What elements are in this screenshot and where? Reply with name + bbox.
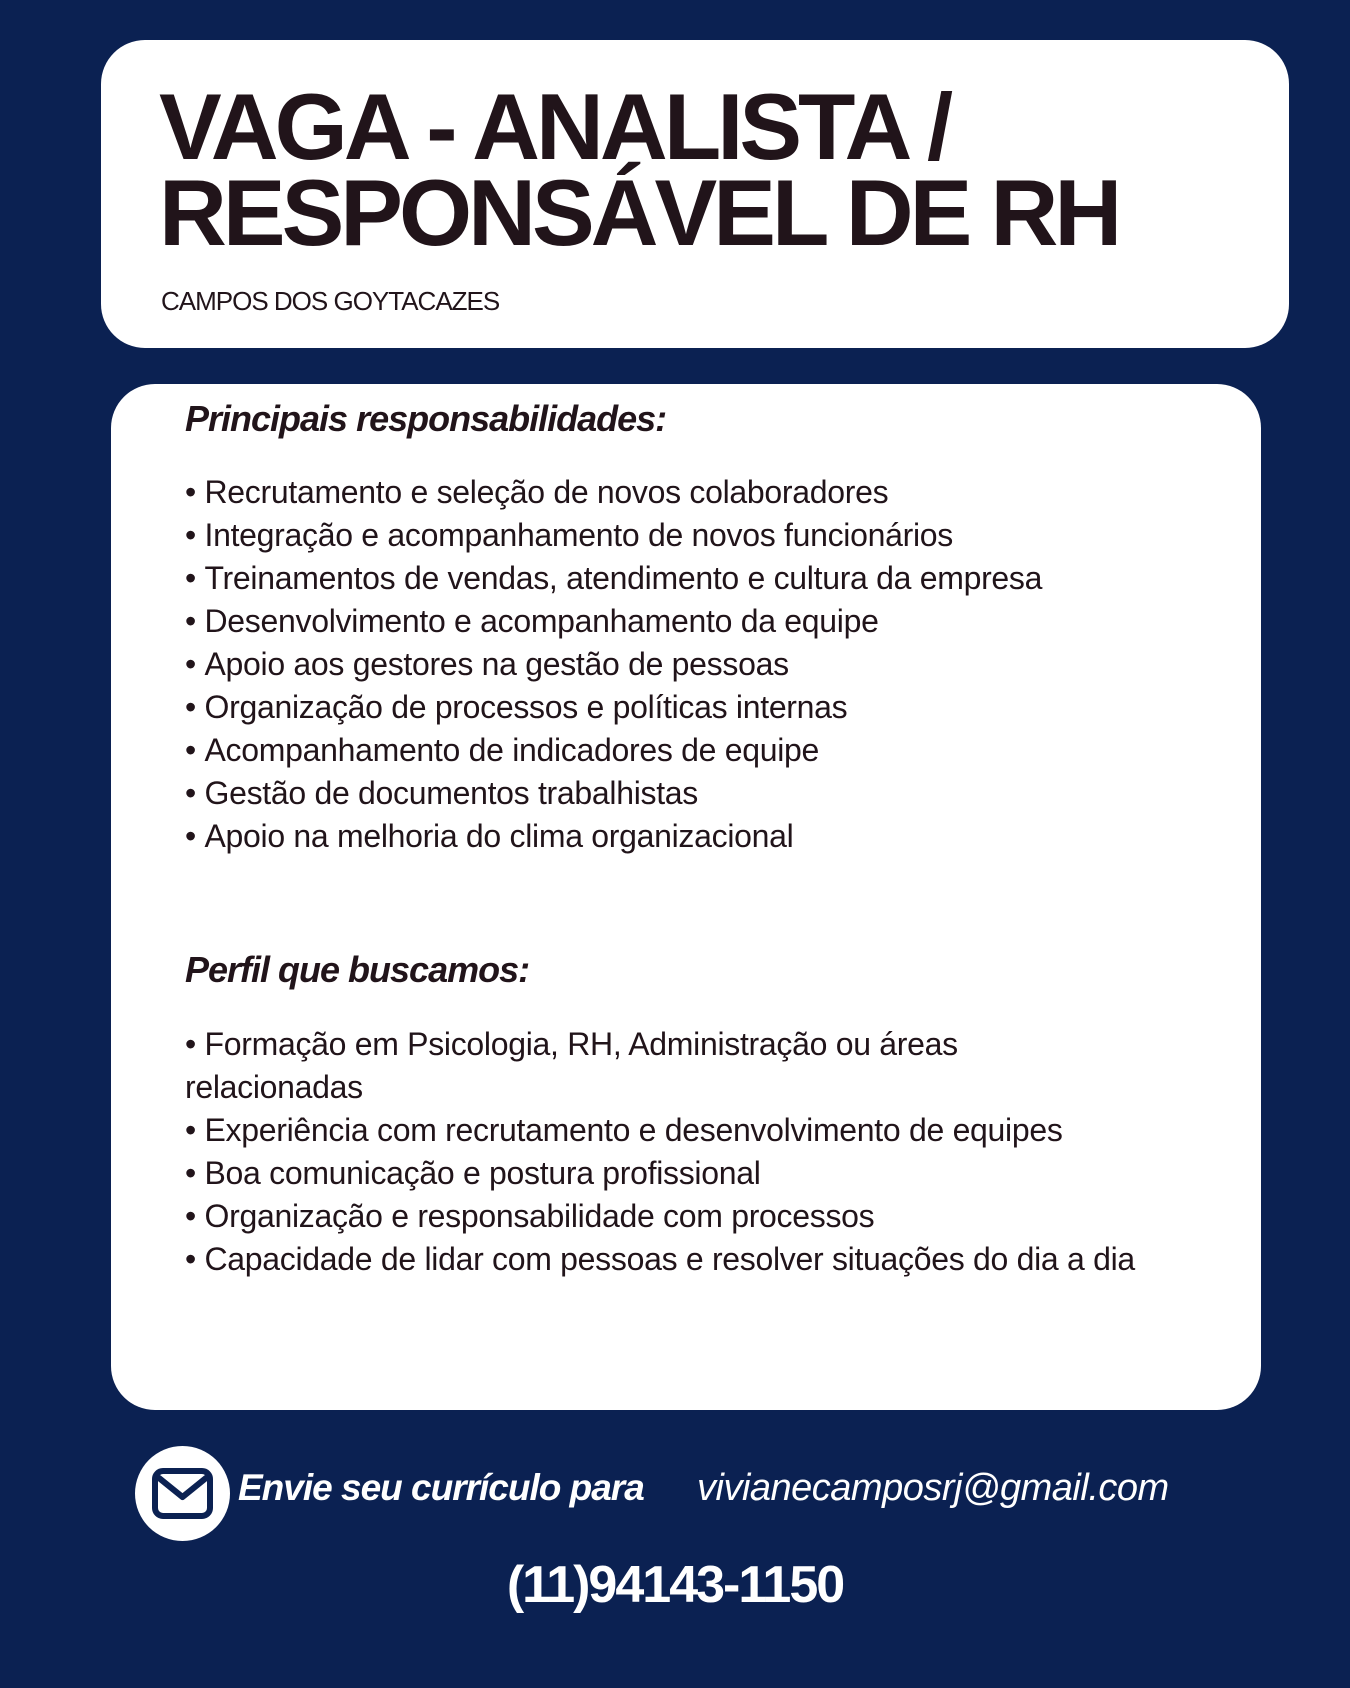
contact-phone[interactable]: (11)94143-1150: [506, 1556, 844, 1614]
list-item: • Desenvolvimento e acompanhamento da equipe: [185, 600, 1235, 643]
list-item: • Gestão de documentos trabalhistas: [185, 772, 1235, 815]
envelope-icon: [135, 1446, 230, 1541]
header-card: [101, 40, 1289, 348]
job-title-line-1: VAGA - ANALISTA /: [159, 74, 950, 179]
list-item: • Formação em Psicologia, RH, Administração ou áreas relacionadas: [185, 1023, 1085, 1109]
profile-heading: Perfil que buscamos:: [185, 949, 530, 990]
list-item: • Acompanhamento de indicadores de equipe: [185, 729, 1235, 772]
job-title: [159, 74, 1119, 265]
responsibilities-list: [185, 471, 1235, 858]
responsibilities-heading: Principais responsabilidades:: [185, 398, 667, 439]
list-item: • Organização e responsabilidade com processos: [185, 1195, 1235, 1238]
list-item: • Recrutamento e seleção de novos colaboradores: [185, 471, 1235, 514]
profile-list: [185, 1023, 1235, 1281]
list-item: • Apoio aos gestores na gestão de pessoas: [185, 643, 1235, 686]
list-item: • Apoio na melhoria do clima organizacional: [185, 815, 1235, 858]
list-item: • Organização de processos e políticas internas: [185, 686, 1235, 729]
contact-email-link[interactable]: vivianecamposrj@gmail.com: [697, 1467, 1169, 1509]
list-item: • Boa comunicação e postura profissional: [185, 1152, 1235, 1195]
list-item: • Treinamentos de vendas, atendimento e cultura da empresa: [185, 557, 1085, 600]
list-item: • Capacidade de lidar com pessoas e resolver situações do dia a dia: [185, 1238, 1235, 1281]
job-title-line-2: RESPONSÁVEL DE RH: [159, 160, 1119, 265]
content-card: [111, 384, 1261, 1410]
contact-row: [135, 1444, 1255, 1540]
list-item: • Integração e acompanhamento de novos funcionários: [185, 514, 1235, 557]
send-cv-label: Envie seu currículo para: [238, 1467, 644, 1508]
list-item: • Experiência com recrutamento e desenvolvimento de equipes: [185, 1109, 1235, 1152]
job-location: CAMPOS DOS GOYTACAZES: [161, 286, 500, 316]
envelope-icon-glyph: [152, 1468, 213, 1519]
